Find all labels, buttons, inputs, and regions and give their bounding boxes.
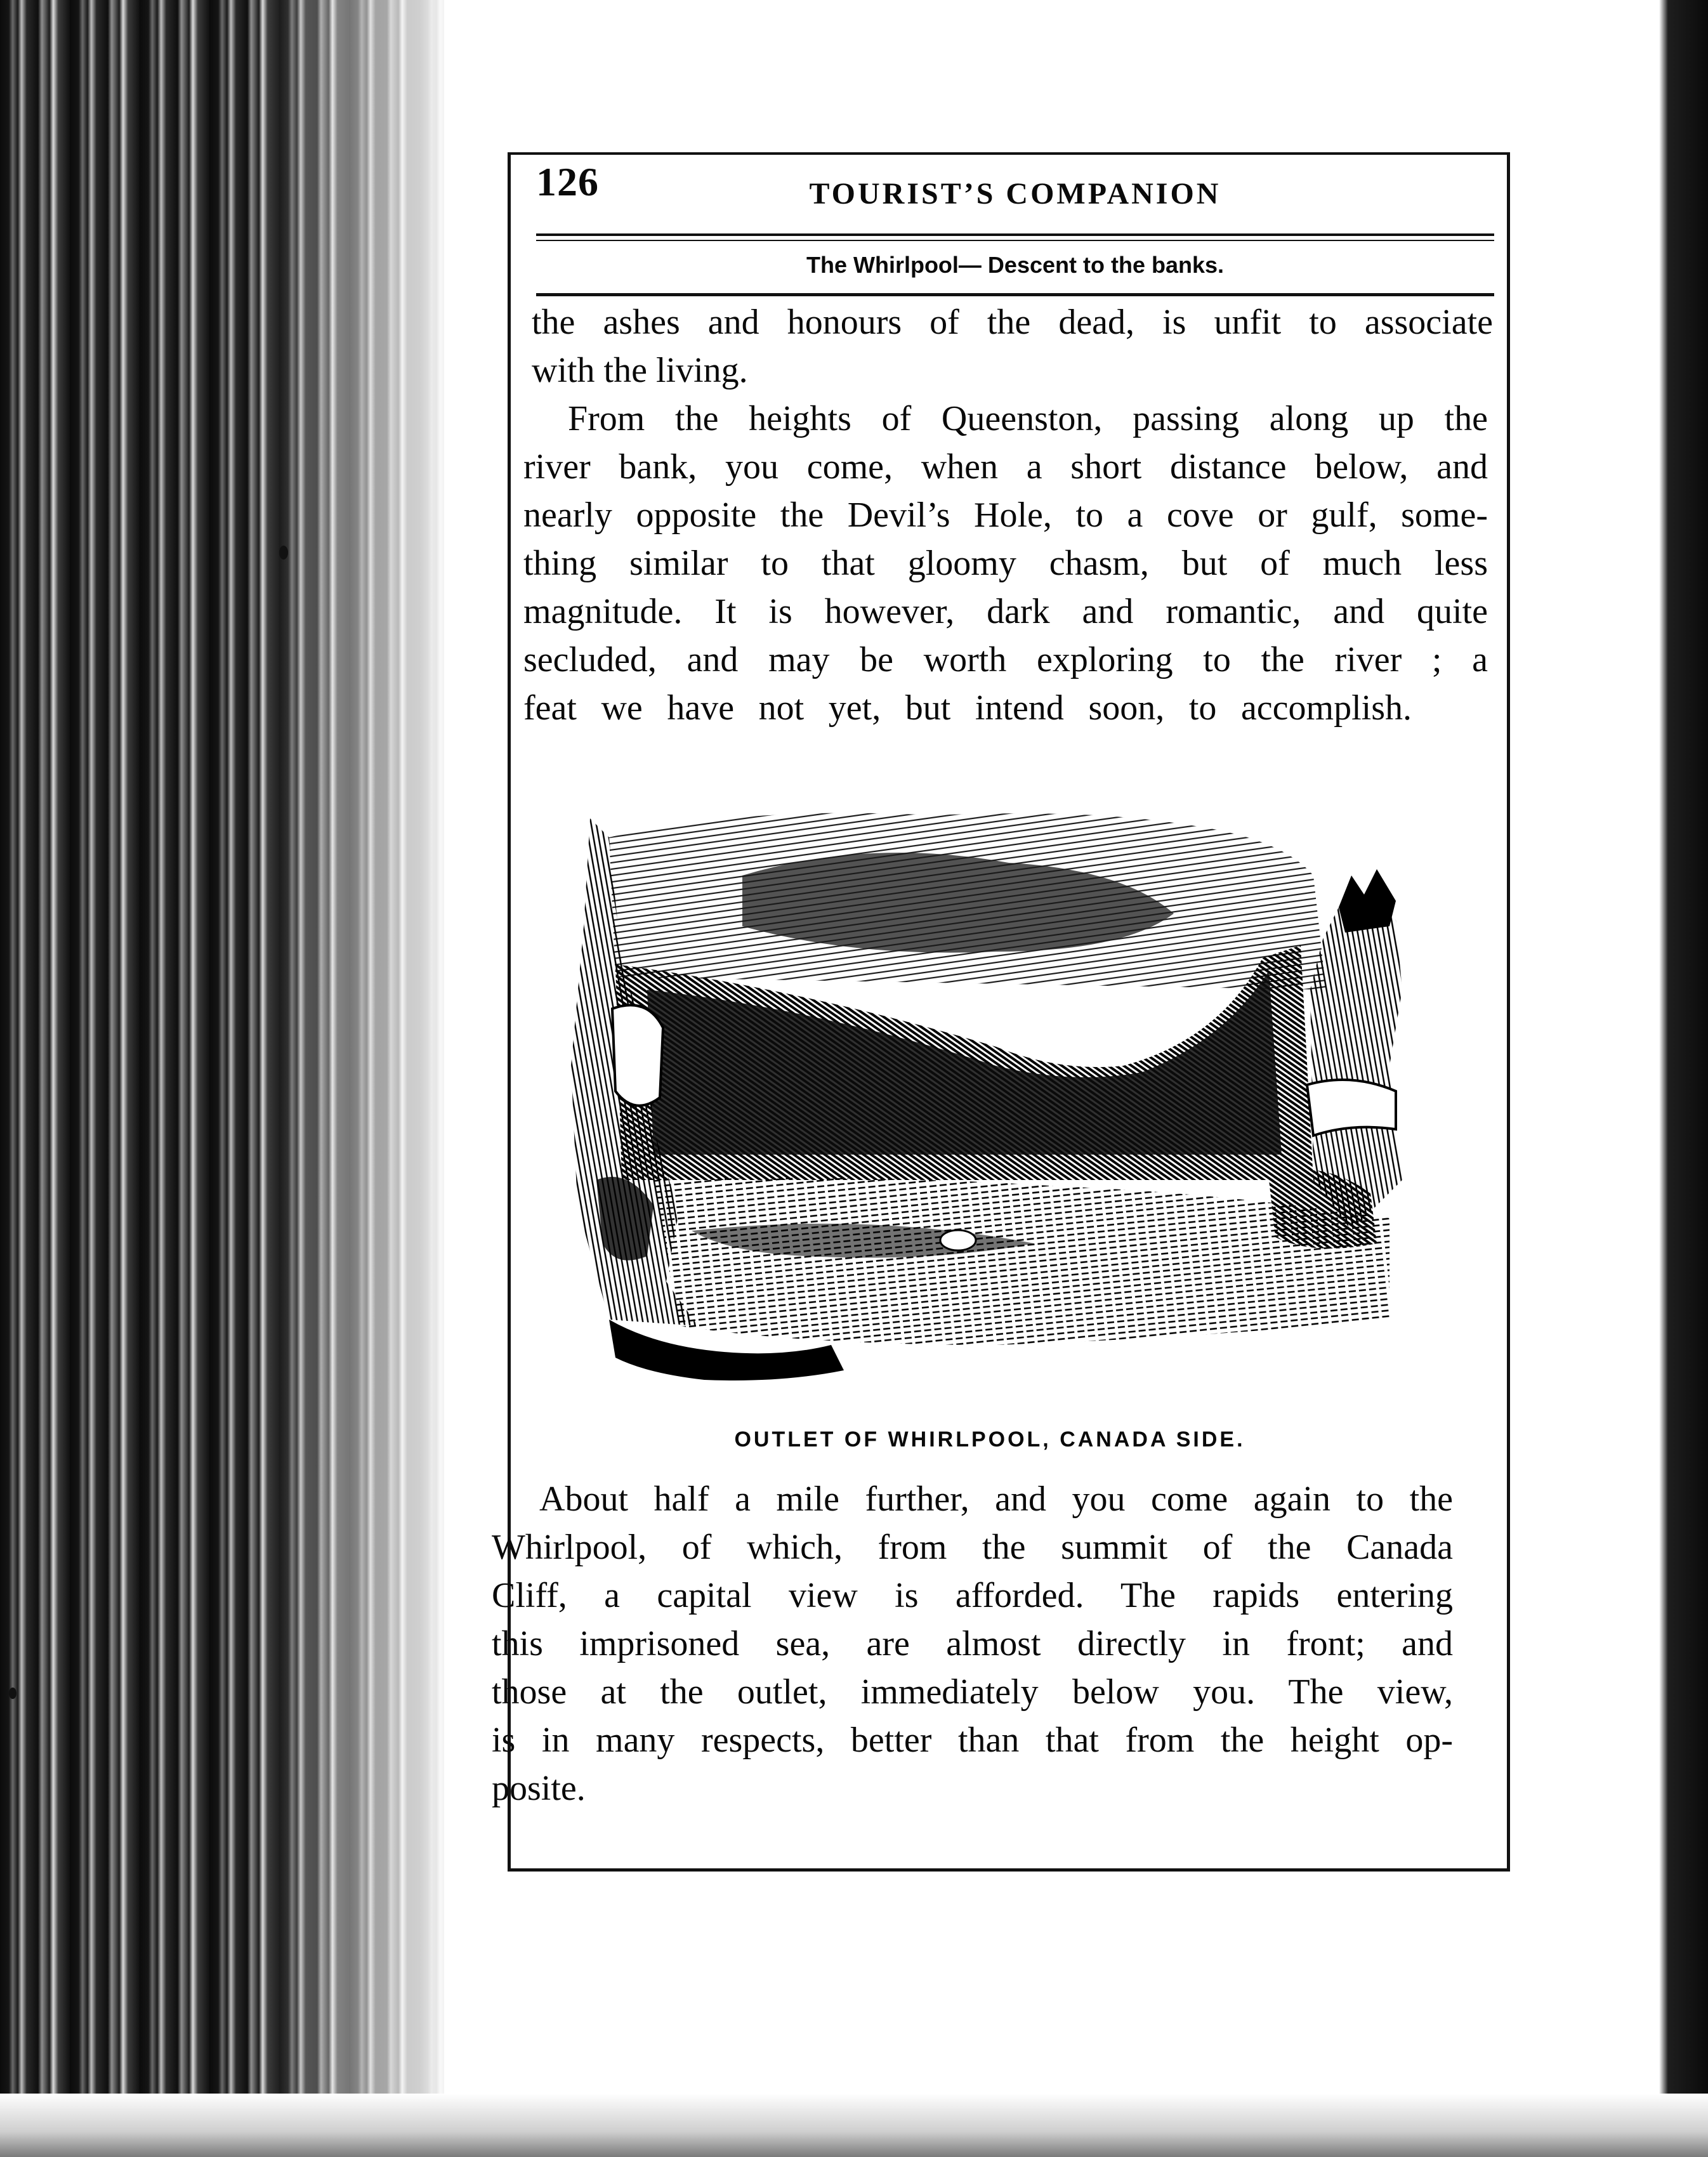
text-line: the ashes and honours of the dead, is unfit to associate [532,303,1493,342]
right-page-shadow [1619,0,1708,2157]
text-line: thing similar to that gloomy chasm, but of much less [523,544,1488,583]
text-line: About half a mile further, and you come again to the [539,1479,1453,1519]
paragraph [523,395,1488,732]
book-bottom-edge [0,2094,1708,2157]
section-rule [536,293,1494,296]
text-line: secluded, and may be worth exploring to the river ; a [523,640,1488,679]
ink-speck [279,546,288,560]
text-line: nearly opposite the Devil’s Hole, to a cove or gulf, some- [523,495,1488,535]
text-line: feat we have not yet, but intend soon, to accomplish. [523,688,1412,728]
text-line: Whirlpool, of which, from the summit of the Canada [492,1528,1453,1567]
figure-caption: OUTLET OF WHIRLPOOL, CANADA SIDE. [734,1427,1245,1452]
engraving-illustration [552,799,1428,1402]
text-line: river bank, you come, when a short distance below, and [523,447,1488,487]
text-line: those at the outlet, immediately below you. The view, [492,1672,1453,1712]
running-title: TOURIST’S COMPANION [809,177,1221,211]
text-line: posite. [492,1769,586,1808]
page-number: 126 [536,159,599,204]
text-line: this imprisoned sea, are almost directly in front; and [492,1624,1453,1663]
text-line: with the living. [532,351,748,390]
paragraph [532,298,1493,395]
book-edge-fade [266,0,457,2157]
text-line: magnitude. It is however, dark and romantic, and quite [523,592,1488,631]
engraving-outlet-of-whirlpool [552,799,1428,1402]
text-line: is in many respects, better than that from the height op- [492,1721,1453,1760]
text-line: From the heights of Queenston, passing along up the [568,399,1488,438]
text-line: Cliff, a capital view is afforded. The rapids entering [492,1576,1453,1615]
paragraph [492,1475,1453,1813]
header-rule [536,233,1494,236]
section-heading: The Whirlpool— Descent to the banks. [806,252,1225,278]
ink-speck [9,1688,16,1699]
